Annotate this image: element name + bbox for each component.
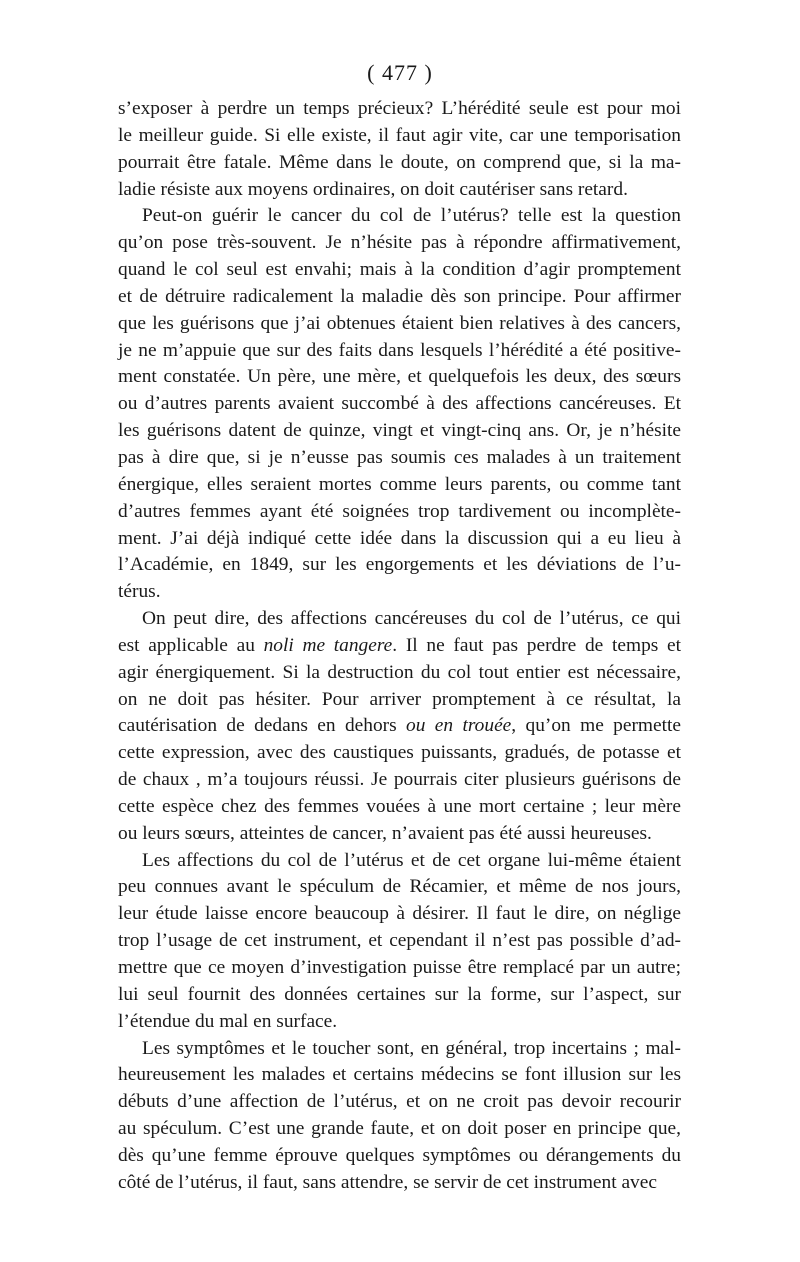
text-line: de chaux , m’a toujours réussi. Je pourrais citer plusieurs guérisons de — [118, 769, 681, 791]
text-line: s’exposer à perdre un temps précieux? L’hérédité seule est pour moi — [118, 98, 681, 119]
text-line: leur étude laisse encore beaucoup à désirer. Il faut le dire, on néglige — [118, 903, 681, 925]
text-line: débuts d’une affection de l’utérus, et on ne croit pas devoir recourir — [118, 1091, 681, 1113]
text-line: qu’on pose très-souvent. Je n’hésite pas à répondre affirmativement, — [118, 232, 681, 254]
text-line: lui seul fournit des données certaines sur la forme, sur l’aspect, sur — [118, 983, 681, 1005]
text-line: quand le col seul est envahi; mais à la condition d’agir promptement — [118, 259, 681, 281]
text-line: Les symptômes et le toucher sont, en général, trop incertains ; mal- — [142, 1037, 681, 1059]
text-line: que les guérisons que j’ai obtenues étaient bien relatives à des cancers, — [118, 312, 681, 334]
text-line: Les affections du col de l’utérus et de cet organe lui-même étaient — [142, 849, 681, 871]
text-line: ladie résiste aux moyens ordinaires, on doit cautériser sans retard. — [118, 178, 628, 200]
paragraph — [118, 1036, 681, 1197]
text-line: et de détruire radicalement la maladie dès son principe. Pour affirmer — [118, 285, 681, 307]
text-line: au spéculum. C’est une grande faute, et on doit poser en principe que, — [118, 1118, 681, 1140]
text-line: térus. — [118, 581, 161, 603]
text-line: d’autres femmes ayant été soignées trop tardivement ou incomplète- — [118, 500, 681, 522]
paragraph — [118, 203, 681, 606]
text-line: Peut-on guérir le cancer du col de l’utérus? telle est la question — [142, 205, 681, 227]
text-line: heureusement les malades et certains médecins se font illusion sur les — [118, 1064, 681, 1086]
text-line: On peut dire, des affections cancéreuses du col de l’utérus, ce qui — [142, 608, 681, 630]
paragraph — [118, 96, 681, 203]
text-line: pas à dire que, si je n’eusse pas soumis ces malades à un traitement — [118, 446, 681, 468]
text-line: trop l’usage de cet instrument, et cependant il n’est pas possible d’ad- — [118, 930, 681, 952]
text-line: agir énergiquement. Si la destruction du col tout entier est nécessaire, — [118, 661, 681, 683]
text-line: ment. J’ai déjà indiqué cette idée dans la discussion qui a eu lieu à — [118, 527, 681, 549]
text-line: on ne doit pas hésiter. Pour arriver promptement à ce résultat, la — [118, 688, 681, 710]
text-line: le meilleur guide. Si elle existe, il faut agir vite, car une temporisation — [118, 124, 681, 146]
text-line: ou d’autres parents avaient succombé à des affections cancéreuses. Et — [118, 393, 681, 415]
text-line: peu connues avant le spéculum de Récamier, et même de nos jours, — [118, 876, 681, 898]
text-line: ment constatée. Un père, une mère, et quelquefois les deux, des sœurs — [118, 366, 681, 388]
text-line: côté de l’utérus, il faut, sans attendre, se servir de cet instrument avec — [118, 1171, 657, 1193]
text-line: cette expression, avec des caustiques puissants, gradués, de potasse et — [118, 742, 681, 764]
text-line: dès qu’une femme éprouve quelques symptômes ou dérangements du — [118, 1144, 681, 1166]
text-line: les guérisons datent de quinze, vingt et vingt-cinq ans. Or, je n’hésite — [118, 420, 681, 442]
text-line: énergique, elles seraient mortes comme leurs parents, ou comme tant — [118, 473, 681, 495]
body-text — [118, 96, 681, 1197]
text-line: est applicable au noli me tangere. Il ne faut pas perdre de temps et — [118, 634, 681, 656]
text-line: mettre que ce moyen d’investigation puisse être remplacé par un autre; — [118, 957, 681, 978]
text-line: l’Académie, en 1849, sur les engorgements et les déviations de l’u- — [118, 554, 681, 576]
text-line: l’étendue du mal en surface. — [118, 1010, 338, 1032]
text-line: cautérisation de dedans en dehors ou en trouée, qu’on me permette — [118, 715, 681, 737]
text-line: cette espèce chez des femmes vouées à une mort certaine ; leur mère — [118, 795, 681, 817]
paragraph — [118, 606, 681, 848]
text-line: pourrait être fatale. Même dans le doute, on comprend que, si la ma- — [118, 151, 681, 173]
text-line: je ne m’appuie que sur des faits dans lesquels l’hérédité a été positive- — [118, 339, 681, 361]
page-number: ( 477 ) — [367, 60, 433, 85]
text-line: ou leurs sœurs, atteintes de cancer, n’avaient pas été aussi heureuses. — [118, 822, 652, 844]
paragraph — [118, 848, 681, 1036]
